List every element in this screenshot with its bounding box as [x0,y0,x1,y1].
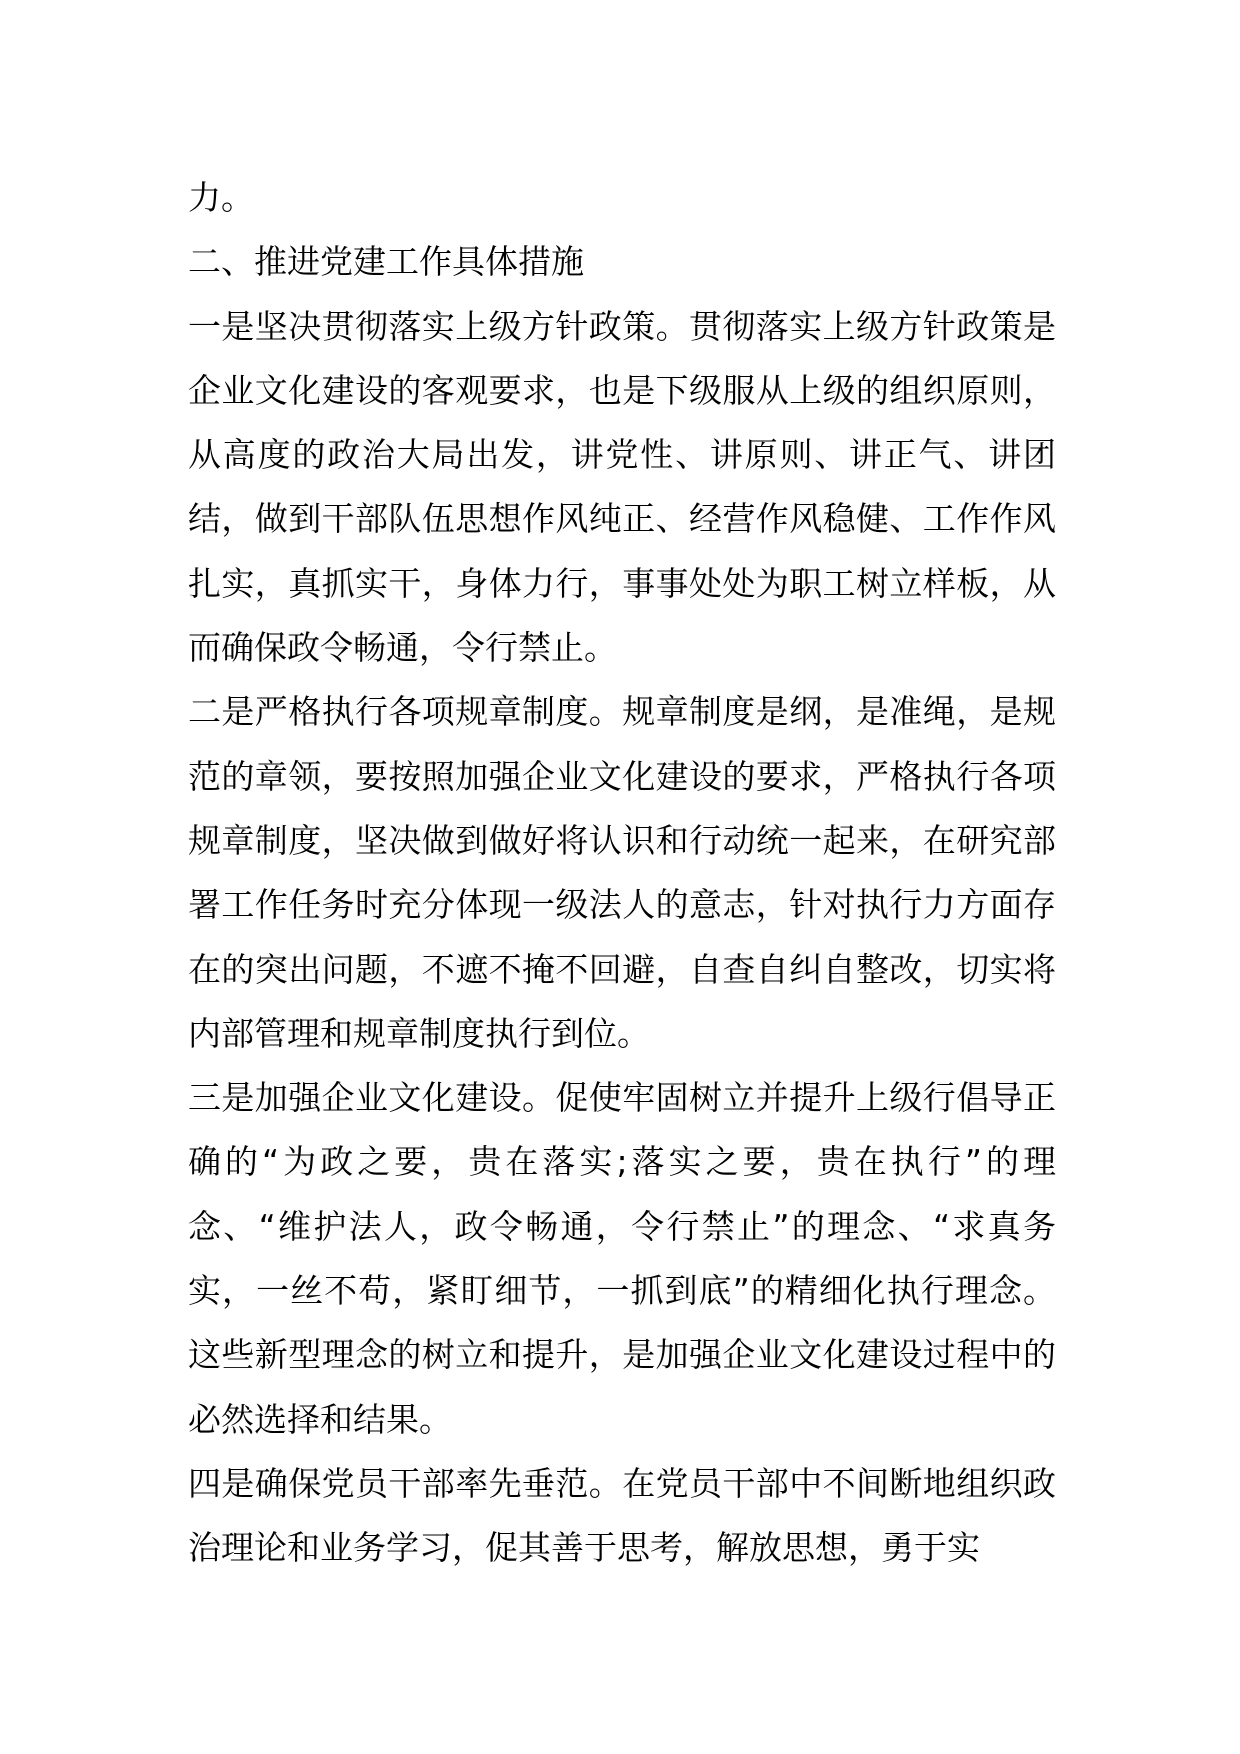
continuation-text: 力。 [188,178,254,217]
paragraph-2: 二是严格执行各项规章制度。规章制度是纲，是准绳，是规范的章领，要按照加强企业文化建设的要求，严格执行各项规章制度，坚决做到做好将认识和行动统一起来，在研究部署工作任务时充分体现一级法人的意志，针对执行力方面存在的突出问题，不遮不掩不回避，自查自纠自整改，切实将内部管理和规章制度执行到位。 [188,692,1056,1053]
document-page [188,166,1056,1581]
section-heading: 二、推进党建工作具体措施 [188,242,584,282]
paragraph-4: 四是确保党员干部率先垂范。在党员干部中不间断地组织政治理论和业务学习，促其善于思考，解放思想，勇于实 [188,1463,1056,1568]
paragraph-3: 三是加强企业文化建设。促使牢固树立并提升上级行倡导正确的“为政之要，贵在落实;落实之要，贵在执行”的理念、“维护法人，政令畅通，令行禁止”的理念、“求真务实，一丝不苟，紧盯细节，一抓到底”的精细化执行理念。这些新型理念的树立和提升，是加强企业文化建设过程中的必然选择和结果。 [188,1078,1056,1439]
paragraph-1: 一是坚决贯彻落实上级方针政策。贯彻落实上级方针政策是企业文化建设的客观要求，也是下级服从上级的组织原则，从高度的政治大局出发，讲党性、讲原则、讲正气、讲团结，做到干部队伍思想作风纯正、经营作风稳健、工作作风扎实，真抓实干，身体力行，事事处处为职工树立样板，从而确保政令畅通，令行禁止。 [188,306,1056,668]
